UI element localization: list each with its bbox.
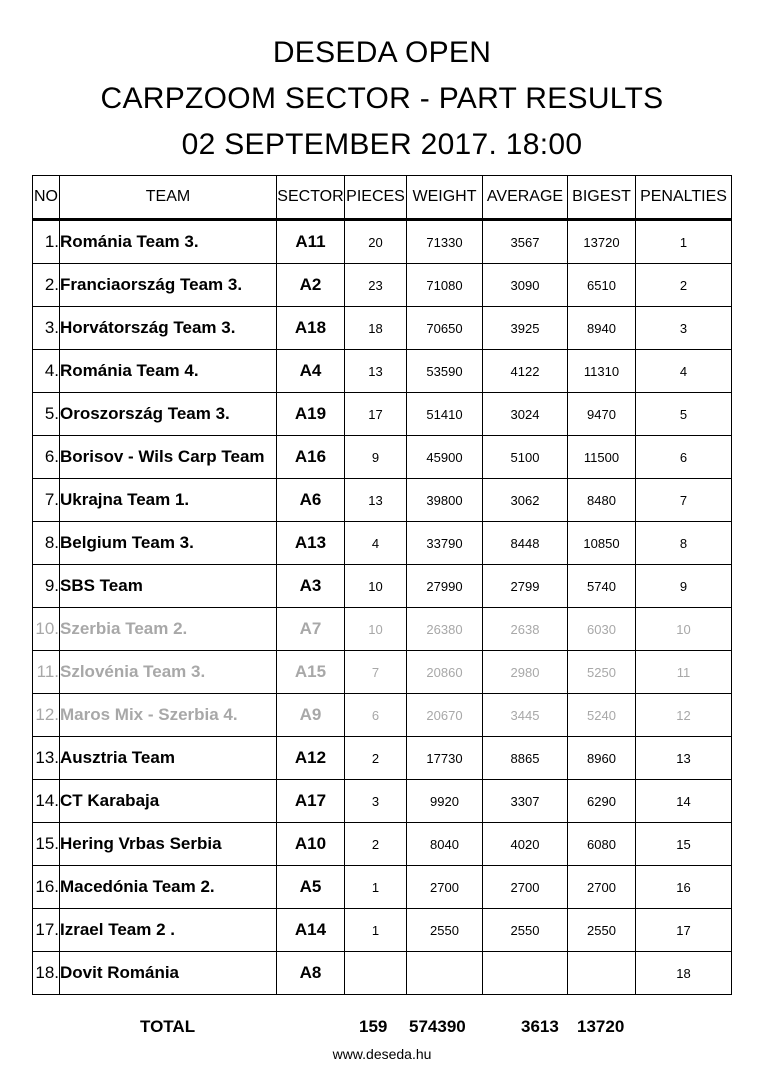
team-cell: Borisov - Wils Carp Team xyxy=(60,436,277,479)
sector-cell: A16 xyxy=(277,436,345,479)
table-row xyxy=(33,393,732,436)
team-cell: CT Karabaja xyxy=(60,780,277,823)
team-cell: Szlovénia Team 3. xyxy=(60,651,277,694)
team-cell: Franciaország Team 3. xyxy=(60,264,277,307)
rank-cell: 11. xyxy=(33,651,60,694)
sector-cell: A5 xyxy=(277,866,345,909)
rank-cell: 2. xyxy=(33,264,60,307)
penalties-cell: 7 xyxy=(636,479,732,522)
sector-cell: A12 xyxy=(277,737,345,780)
penalties-cell: 5 xyxy=(636,393,732,436)
average-cell: 3445 xyxy=(483,694,568,737)
sector-cell: A8 xyxy=(277,952,345,995)
biggest-cell xyxy=(568,952,636,995)
team-cell: Ukrajna Team 1. xyxy=(60,479,277,522)
table-row xyxy=(33,866,732,909)
pieces-cell: 3 xyxy=(345,780,407,823)
penalties-cell: 11 xyxy=(636,651,732,694)
average-cell: 3024 xyxy=(483,393,568,436)
table-row xyxy=(33,220,732,264)
biggest-cell: 5240 xyxy=(568,694,636,737)
table-row xyxy=(33,436,732,479)
sector-cell: A11 xyxy=(277,220,345,264)
penalties-cell: 12 xyxy=(636,694,732,737)
totals-label: TOTAL xyxy=(140,1017,196,1036)
results-body xyxy=(33,220,732,995)
team-cell: Dovit Románia xyxy=(60,952,277,995)
sector-cell: A2 xyxy=(277,264,345,307)
sector-cell: A9 xyxy=(277,694,345,737)
table-row xyxy=(33,780,732,823)
totals-biggest: 13720 xyxy=(577,1017,625,1036)
average-cell: 2700 xyxy=(483,866,568,909)
column-header-no: NO xyxy=(33,176,60,220)
column-header-biggest: BIGEST xyxy=(568,176,636,220)
table-row xyxy=(33,522,732,565)
weight-cell: 26380 xyxy=(407,608,483,651)
sector-cell: A18 xyxy=(277,307,345,350)
average-cell: 5100 xyxy=(483,436,568,479)
biggest-cell: 13720 xyxy=(568,220,636,264)
totals-weight: 574390 xyxy=(409,1017,466,1036)
weight-cell: 17730 xyxy=(407,737,483,780)
penalties-cell: 14 xyxy=(636,780,732,823)
team-cell: Oroszország Team 3. xyxy=(60,393,277,436)
sector-cell: A13 xyxy=(277,522,345,565)
report-date: 02 SEPTEMBER 2017. 18:00 xyxy=(181,128,583,161)
rank-cell: 10. xyxy=(33,608,60,651)
average-cell xyxy=(483,952,568,995)
rank-cell: 8. xyxy=(33,522,60,565)
table-header-row xyxy=(33,176,732,220)
table-row xyxy=(33,823,732,866)
sector-cell: A17 xyxy=(277,780,345,823)
average-cell: 2550 xyxy=(483,909,568,952)
team-cell: Belgium Team 3. xyxy=(60,522,277,565)
table-row xyxy=(33,608,732,651)
weight-cell: 39800 xyxy=(407,479,483,522)
penalties-cell: 18 xyxy=(636,952,732,995)
weight-cell: 70650 xyxy=(407,307,483,350)
rank-cell: 3. xyxy=(33,307,60,350)
weight-cell: 8040 xyxy=(407,823,483,866)
table-row xyxy=(33,350,732,393)
totals-row xyxy=(0,1017,764,1039)
column-header-team: TEAM xyxy=(60,176,277,220)
average-cell: 4020 xyxy=(483,823,568,866)
report-header xyxy=(0,30,764,168)
pieces-cell: 20 xyxy=(345,220,407,264)
column-header-average: AVERAGE xyxy=(483,176,568,220)
rank-cell: 16. xyxy=(33,866,60,909)
table-row xyxy=(33,479,732,522)
penalties-cell: 10 xyxy=(636,608,732,651)
penalties-cell: 2 xyxy=(636,264,732,307)
sector-cell: A3 xyxy=(277,565,345,608)
rank-cell: 18. xyxy=(33,952,60,995)
average-cell: 3090 xyxy=(483,264,568,307)
totals-pieces: 159 xyxy=(359,1017,388,1036)
sector-cell: A4 xyxy=(277,350,345,393)
penalties-cell: 8 xyxy=(636,522,732,565)
team-cell: Maros Mix - Szerbia 4. xyxy=(60,694,277,737)
column-header-weight: WEIGHT xyxy=(407,176,483,220)
average-cell: 4122 xyxy=(483,350,568,393)
team-cell: Ausztria Team xyxy=(60,737,277,780)
penalties-cell: 9 xyxy=(636,565,732,608)
weight-cell: 33790 xyxy=(407,522,483,565)
totals-average: 3613 xyxy=(521,1017,559,1036)
table-row xyxy=(33,737,732,780)
weight-cell: 45900 xyxy=(407,436,483,479)
team-cell: Szerbia Team 2. xyxy=(60,608,277,651)
penalties-cell: 13 xyxy=(636,737,732,780)
rank-cell: 14. xyxy=(33,780,60,823)
penalties-cell: 17 xyxy=(636,909,732,952)
pieces-cell: 17 xyxy=(345,393,407,436)
rank-cell: 12. xyxy=(33,694,60,737)
average-cell: 3925 xyxy=(483,307,568,350)
table-row xyxy=(33,264,732,307)
rank-cell: 7. xyxy=(33,479,60,522)
column-header-pieces: PIECES xyxy=(345,176,407,220)
table-row xyxy=(33,909,732,952)
biggest-cell: 5250 xyxy=(568,651,636,694)
sector-cell: A14 xyxy=(277,909,345,952)
average-cell: 2638 xyxy=(483,608,568,651)
average-cell: 8865 xyxy=(483,737,568,780)
average-cell: 8448 xyxy=(483,522,568,565)
pieces-cell: 13 xyxy=(345,479,407,522)
weight-cell: 9920 xyxy=(407,780,483,823)
biggest-cell: 8940 xyxy=(568,307,636,350)
table-row xyxy=(33,565,732,608)
penalties-cell: 1 xyxy=(636,220,732,264)
table-row xyxy=(33,694,732,737)
weight-cell: 2550 xyxy=(407,909,483,952)
rank-cell: 4. xyxy=(33,350,60,393)
average-cell: 3307 xyxy=(483,780,568,823)
sector-cell: A15 xyxy=(277,651,345,694)
weight-cell: 2700 xyxy=(407,866,483,909)
penalties-cell: 6 xyxy=(636,436,732,479)
team-cell: Románia Team 3. xyxy=(60,220,277,264)
pieces-cell: 2 xyxy=(345,823,407,866)
pieces-cell: 13 xyxy=(345,350,407,393)
biggest-cell: 2700 xyxy=(568,866,636,909)
table-row xyxy=(33,307,732,350)
biggest-cell: 11500 xyxy=(568,436,636,479)
rank-cell: 9. xyxy=(33,565,60,608)
pieces-cell: 10 xyxy=(345,565,407,608)
average-cell: 3062 xyxy=(483,479,568,522)
weight-cell xyxy=(407,952,483,995)
weight-cell: 71330 xyxy=(407,220,483,264)
biggest-cell: 6080 xyxy=(568,823,636,866)
sector-cell: A7 xyxy=(277,608,345,651)
sector-cell: A6 xyxy=(277,479,345,522)
team-cell: Hering Vrbas Serbia xyxy=(60,823,277,866)
weight-cell: 27990 xyxy=(407,565,483,608)
biggest-cell: 2550 xyxy=(568,909,636,952)
column-header-penalties: PENALTIES xyxy=(636,176,732,220)
pieces-cell: 10 xyxy=(345,608,407,651)
weight-cell: 20670 xyxy=(407,694,483,737)
rank-cell: 13. xyxy=(33,737,60,780)
penalties-cell: 4 xyxy=(636,350,732,393)
team-cell: Izrael Team 2 . xyxy=(60,909,277,952)
weight-cell: 53590 xyxy=(407,350,483,393)
biggest-cell: 8960 xyxy=(568,737,636,780)
biggest-cell: 6510 xyxy=(568,264,636,307)
pieces-cell: 1 xyxy=(345,909,407,952)
biggest-cell: 9470 xyxy=(568,393,636,436)
report-subtitle: CARPZOOM SECTOR - PART RESULTS xyxy=(100,82,664,115)
pieces-cell: 2 xyxy=(345,737,407,780)
biggest-cell: 11310 xyxy=(568,350,636,393)
table-row xyxy=(33,651,732,694)
event-title: DESEDA OPEN xyxy=(272,36,492,69)
pieces-cell: 4 xyxy=(345,522,407,565)
pieces-cell: 23 xyxy=(345,264,407,307)
biggest-cell: 8480 xyxy=(568,479,636,522)
team-cell: SBS Team xyxy=(60,565,277,608)
team-cell: Románia Team 4. xyxy=(60,350,277,393)
biggest-cell: 5740 xyxy=(568,565,636,608)
rank-cell: 15. xyxy=(33,823,60,866)
column-header-sector: SECTOR xyxy=(277,176,345,220)
pieces-cell xyxy=(345,952,407,995)
rank-cell: 1. xyxy=(33,220,60,264)
biggest-cell: 6290 xyxy=(568,780,636,823)
pieces-cell: 7 xyxy=(345,651,407,694)
penalties-cell: 16 xyxy=(636,866,732,909)
pieces-cell: 6 xyxy=(345,694,407,737)
weight-cell: 51410 xyxy=(407,393,483,436)
team-cell: Horvátország Team 3. xyxy=(60,307,277,350)
weight-cell: 71080 xyxy=(407,264,483,307)
pieces-cell: 18 xyxy=(345,307,407,350)
penalties-cell: 15 xyxy=(636,823,732,866)
average-cell: 2980 xyxy=(483,651,568,694)
pieces-cell: 1 xyxy=(345,866,407,909)
penalties-cell: 3 xyxy=(636,307,732,350)
sector-cell: A19 xyxy=(277,393,345,436)
rank-cell: 5. xyxy=(33,393,60,436)
results-table xyxy=(32,175,732,995)
website-footer: www.deseda.hu xyxy=(332,1046,432,1062)
rank-cell: 17. xyxy=(33,909,60,952)
table-row xyxy=(33,952,732,995)
team-cell: Macedónia Team 2. xyxy=(60,866,277,909)
average-cell: 3567 xyxy=(483,220,568,264)
average-cell: 2799 xyxy=(483,565,568,608)
biggest-cell: 6030 xyxy=(568,608,636,651)
weight-cell: 20860 xyxy=(407,651,483,694)
biggest-cell: 10850 xyxy=(568,522,636,565)
rank-cell: 6. xyxy=(33,436,60,479)
pieces-cell: 9 xyxy=(345,436,407,479)
sector-cell: A10 xyxy=(277,823,345,866)
